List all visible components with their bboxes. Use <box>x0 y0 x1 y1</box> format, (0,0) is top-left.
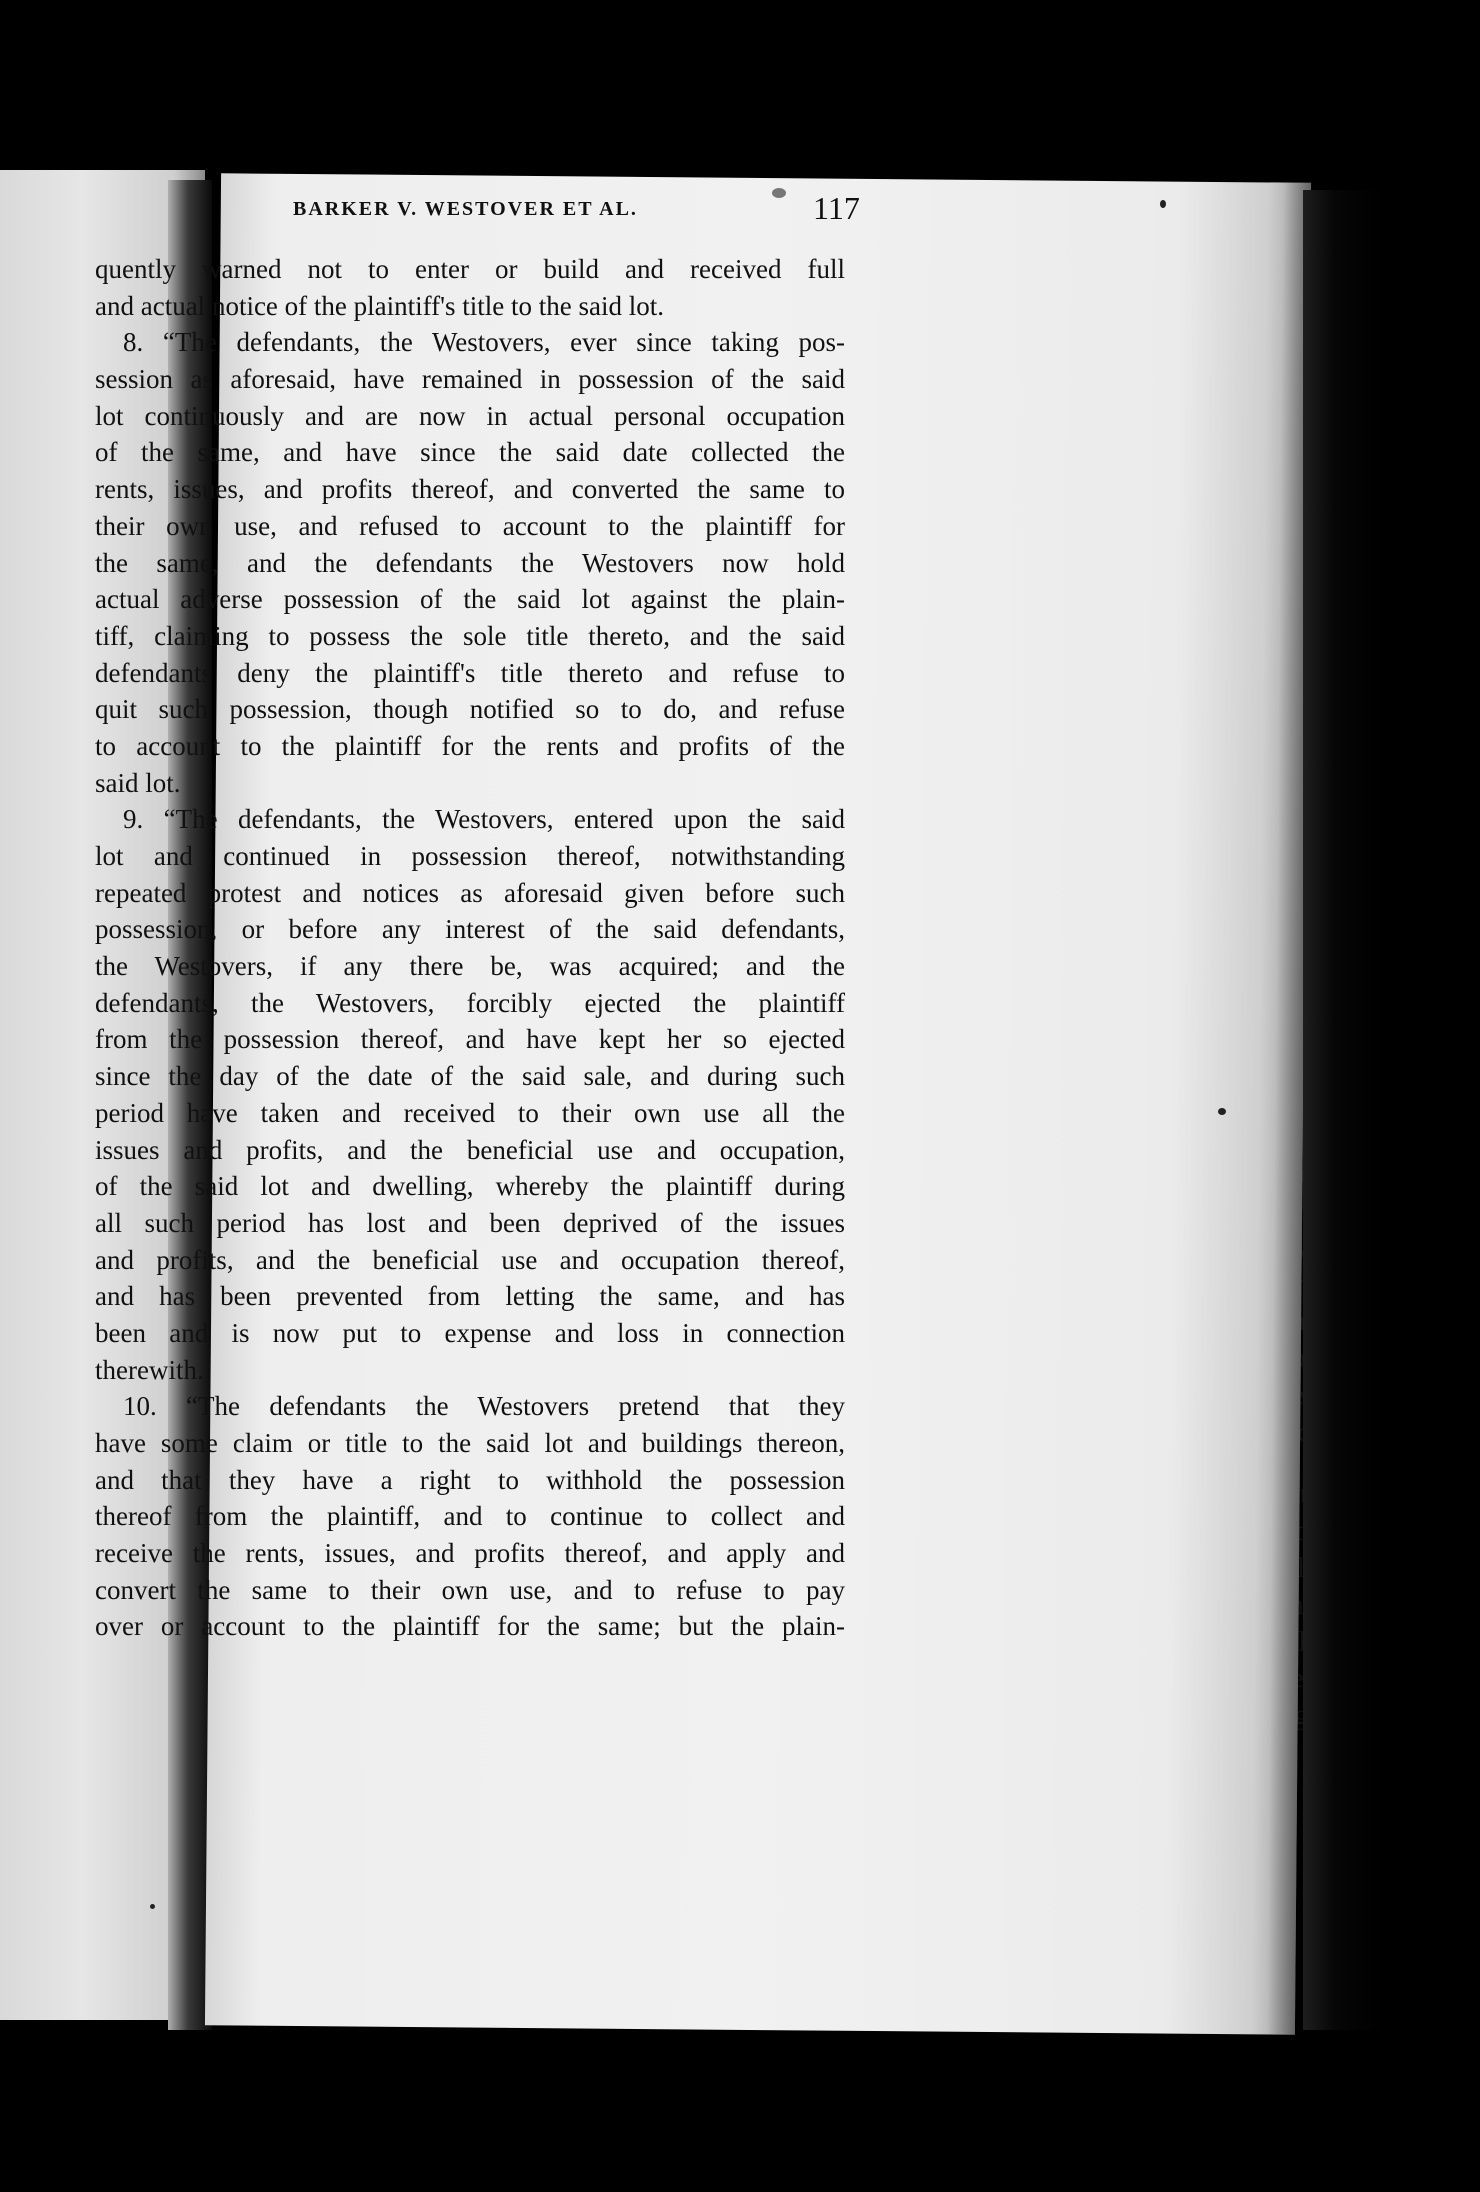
body-line: rents, issues, and profits thereof, and converted the same to <box>95 474 845 505</box>
body-line: tiff, claiming to possess the sole title thereto, and the said <box>95 620 845 651</box>
page-number: 117 <box>813 190 860 226</box>
body-line: 10. “The defendants the Westovers pretend that they <box>123 1391 845 1422</box>
body-line: lot continuously and are now in actual personal occupation <box>95 400 845 431</box>
body-line: 8. “The defendants, the Westovers, ever since taking pos- <box>123 327 845 358</box>
body-line: been and is now put to expense and loss in connection <box>95 1317 845 1348</box>
body-line: receive the rents, issues, and profits thereof, and apply and <box>95 1538 845 1569</box>
body-line: repeated protest and notices as aforesaid given before such <box>95 877 845 908</box>
running-title: BARKER V. WESTOVER ET AL. <box>293 198 638 220</box>
body-line: said lot. <box>95 767 181 798</box>
body-line: thereof from the plaintiff, and to continue to collect and <box>95 1501 845 1532</box>
body-line: lot and continued in possession thereof, notwithstanding <box>95 841 845 871</box>
body-line: 9. “The defendants, the Westovers, entered upon the said <box>123 804 845 835</box>
body-line: defendants deny the plaintiff's title thereto and refuse to <box>95 657 845 688</box>
body-line: convert the same to their own use, and to refuse to pay <box>95 1574 845 1605</box>
body-line: of the same, and have since the said date collected the <box>95 437 845 468</box>
body-line: quently warned not to enter or build and received full <box>95 254 845 284</box>
body-line: their own use, and refused to account to the plaintiff for <box>95 510 845 541</box>
body-line: and profits, and the beneficial use and occupation thereof, <box>95 1244 845 1275</box>
body-line: since the day of the date of the said sale, and during such <box>95 1061 845 1092</box>
body-line: of the said lot and dwelling, whereby the plaintiff during <box>95 1171 845 1202</box>
body-line: to account to the plaintiff for the rents and profits of the <box>95 730 845 761</box>
body-line: from the possession thereof, and have kept her so ejected <box>95 1024 845 1055</box>
body-line: issues and profits, and the beneficial use and occupation, <box>95 1134 845 1165</box>
body-line: over or account to the plaintiff for the same; but the plain- <box>95 1611 845 1642</box>
scan-speck <box>1218 1108 1226 1115</box>
body-line: defendants, the Westovers, forcibly ejected the plaintiff <box>95 987 845 1018</box>
body-line: quit such possession, though notified so to do, and refuse <box>95 694 845 725</box>
body-line: actual adverse possession of the said lot against the plain- <box>95 584 845 615</box>
body-line: the same, and the defendants the Westovers now hold <box>95 547 845 578</box>
book-edge <box>1303 190 1383 2030</box>
body-line: and that they have a right to withhold the possession <box>95 1464 845 1495</box>
scan-speck <box>1160 200 1166 208</box>
scan-speck <box>150 1904 155 1909</box>
body-text <box>95 251 845 1645</box>
body-line: possession, or before any interest of the said defendants, <box>95 914 845 945</box>
body-line: period have taken and received to their own use all the <box>95 1097 845 1128</box>
body-line: all such period has lost and been deprived of the issues <box>95 1207 845 1238</box>
body-line: have some claim or title to the said lot and buildings thereon, <box>95 1428 845 1458</box>
body-line: session as aforesaid, have remained in possession of the said <box>95 364 845 395</box>
body-line: and has been prevented from letting the same, and has <box>95 1281 845 1312</box>
body-line: and actual notice of the plaintiff's title to the said lot. <box>95 290 664 321</box>
body-line: therewith. <box>95 1354 204 1385</box>
scan-speck <box>772 188 786 198</box>
body-line: the Westovers, if any there be, was acquired; and the <box>95 951 845 982</box>
